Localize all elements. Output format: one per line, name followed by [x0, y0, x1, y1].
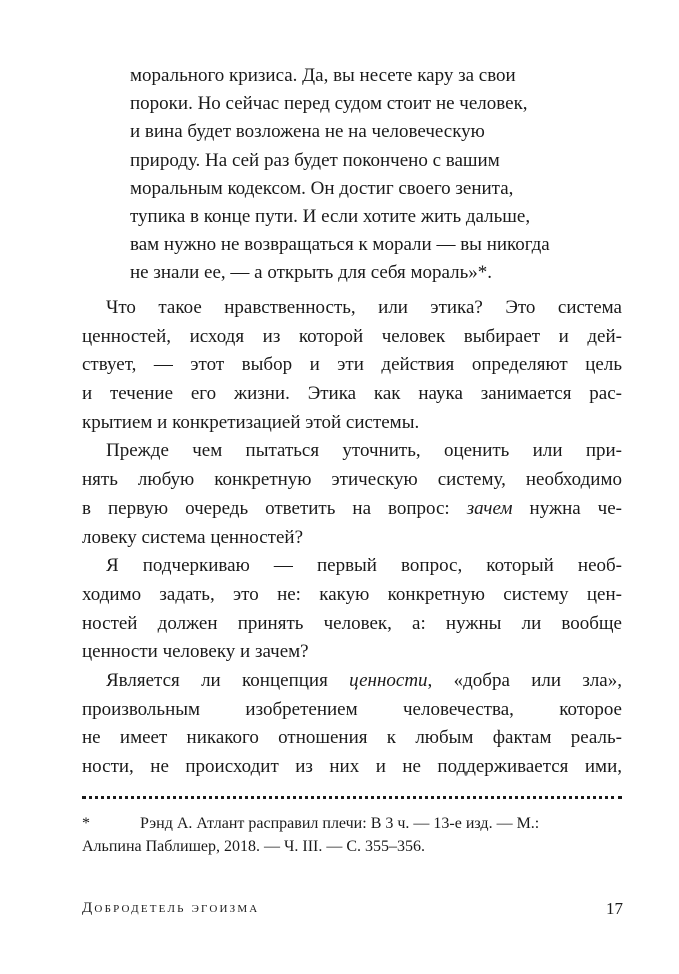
paragraph-3: [82, 552, 622, 667]
running-footer-title: Добродетель эгоизма: [82, 900, 260, 916]
paragraph-1: [82, 294, 622, 437]
quote-line: природу. На сей раз будет покончено с вашим: [130, 149, 500, 171]
quote-line: не знали ее, — а открыть для себя мораль»*.: [130, 262, 493, 284]
quote-line: и вина будет возложена не на человеческую: [130, 121, 485, 143]
text-line: ценности человеку и зачем?: [82, 641, 309, 663]
text-line: ностей должен принять человек, а: нужны ли вообще: [82, 612, 622, 634]
text-line: и течение его жизни. Этика как наука занимается рас-: [82, 383, 622, 405]
page-number: 17: [606, 899, 623, 918]
text-line: [82, 667, 622, 696]
quote-line: моральным кодексом. Он достиг своего зенита,: [130, 177, 514, 199]
text-line: ности, не происходит из них и не поддерживается ими,: [82, 756, 622, 777]
text-line: Прежде чем пытаться уточнить, оценить или при-: [106, 440, 622, 462]
text-fragment: нужна че-: [512, 497, 623, 519]
text-line: Я подчеркиваю — первый вопрос, который необ-: [106, 555, 622, 577]
body-text: [82, 294, 622, 782]
text-line: крытием и конкретизацией этой системы.: [82, 411, 420, 433]
emphasis-zachem: зачем: [466, 497, 513, 519]
text-fragment: , «добра или зла»,: [427, 669, 622, 691]
text-line: ценностей, исходя из которой человек выбирает и дей-: [82, 325, 622, 347]
text-line: не имеет никакого отношения к любым фактам реаль-: [82, 727, 622, 749]
footnote-mark: *: [82, 815, 90, 832]
footnote-line: Альпина Паблишер, 2018. — Ч. III. — С. 355–356.: [82, 838, 426, 855]
text-line: ходимо задать, это не: какую конкретную систему цен-: [82, 583, 622, 605]
quote-line: вам нужно не возвращаться к морали — вы никогда: [130, 234, 550, 256]
emphasis-tsennosti: ценности: [349, 669, 428, 691]
paragraph-2: [82, 437, 622, 552]
text-line: ствует, — этот выбор и эти действия определяют цель: [82, 354, 622, 376]
text-fragment: Является ли концепция: [106, 669, 350, 691]
text-line: [82, 495, 622, 524]
footnote-line: [82, 812, 622, 835]
text-line: Что такое нравственность, или этика? Это система: [106, 297, 622, 318]
quote-line: морального кризиса. Да, вы несете кару за свои: [130, 65, 516, 86]
footnote-divider: [82, 796, 622, 799]
quote-line: тупика в конце пути. И если хотите жить дальше,: [130, 206, 531, 228]
text-line: ловеку система ценностей?: [82, 526, 304, 548]
paragraph-4: [82, 667, 622, 782]
footnote-text: Рэнд А. Атлант расправил плечи: В 3 ч. — 13-е изд. — М.:: [140, 815, 540, 832]
footnote: [82, 812, 622, 858]
text-line: нять любую конкретную этическую систему, необходимо: [82, 469, 622, 491]
block-quote: [130, 62, 550, 288]
text-line: произвольным изобретением человечества, которое: [82, 698, 622, 720]
text-fragment: в первую очередь ответить на вопрос:: [82, 497, 467, 519]
quote-line: пороки. Но сейчас перед судом стоит не человек,: [130, 93, 528, 115]
